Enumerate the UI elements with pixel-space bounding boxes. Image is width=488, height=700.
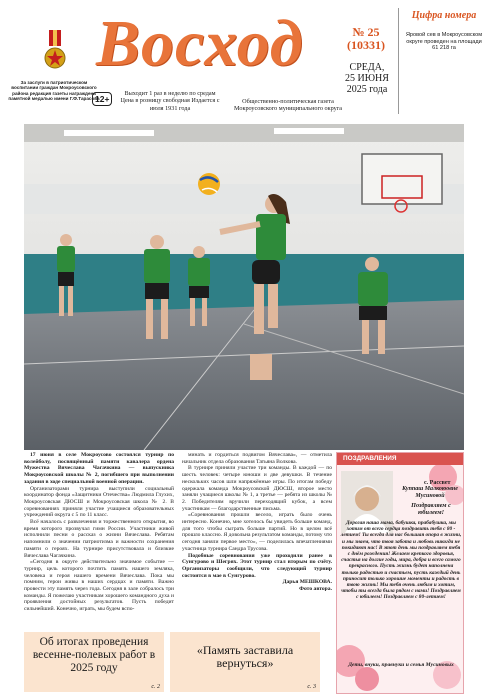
article-paragraph: «Соревнования прошли весело, играть было очень интересно. Конечно, мне хотелось бы увидеть больше команд, для того чтобы сыграть больше партий. Но в целом всё прошло классно. Я довольна результатом команды, потому что сегодня заняли первое место», — поделилась впечатлениями участница турнира Сандра Трусова. bbox=[182, 512, 332, 552]
article-column-2 bbox=[182, 452, 332, 630]
photo-credit: Фото автора. bbox=[299, 586, 332, 593]
article-column-1 bbox=[24, 452, 174, 630]
newspaper-logo: Восход bbox=[96, 7, 304, 80]
teaser-title: Об итогах проведения весенне-полевых работ в 2025 году bbox=[32, 636, 156, 674]
weekday: СРЕДА, bbox=[349, 62, 385, 73]
teaser-page-3[interactable] bbox=[170, 632, 320, 692]
divider bbox=[398, 8, 399, 114]
teaser-title: «Память заставила вернуться» bbox=[196, 643, 294, 670]
article-paragraph: В турнире приняли участие три команды. В каждой — по шесть человек: четыре юноши и две девушки. В течение нескольких часов шли напряжённые игры. По итогам победу одержала команда Мокроусовской ДЮСШ, второе место заняли учащиеся школы № 1, а третье — ребята из школы № 2. Победителям вручили переходящий кубок, а всем участникам — благодарственные письма. bbox=[182, 465, 332, 512]
congrats-recipient: Куппаш Малкоюовне Мусиновой bbox=[402, 486, 458, 499]
teaser-page-2[interactable] bbox=[24, 632, 164, 692]
masthead bbox=[0, 0, 488, 124]
congrats-jubilee: Поздравляем с юбилеем! bbox=[411, 502, 451, 517]
congratulations-title: ПОЗДРАВЛЕНИЯ bbox=[337, 453, 464, 465]
article-paragraph: «Сегодня в округе действительно значимое событие — турнир, цель которого почтить память нашего земляка, человека и героя нашего времени Вячеслава. Пока мы помним, герои живы в наших сердцах и памяти. Важно провести эту память через года. Сегодня в зале собралось три команды. Я пожелаю участникам хорошего командного духа и проявления достойных результатов. Пусть победит сильнейший. Конечно, играть, мы будем вспо- bbox=[24, 559, 174, 613]
issue-number bbox=[340, 26, 392, 52]
issue-label: № 25 bbox=[352, 25, 380, 39]
article-lead: 17 июня в селе Мокроусово состоялся турнир по волейболу, посвящённый памяти кавалера ордена Мужества Вячеслава Чагачкина — выпускника Мокроусовской школы № 2, погибшего при выполнении задания в ходе специальной военной операции. bbox=[24, 452, 174, 485]
figure-of-issue-text: Яровой сев в Мокроусовском округе проведен на площади 61 218 га bbox=[405, 32, 483, 52]
medal-icon bbox=[44, 30, 66, 74]
publication-info: Выходит 1 раз в неделю по средам Цена в розницу свободная Издается с июля 1931 года bbox=[120, 90, 220, 112]
age-rating-badge: 12+ bbox=[92, 92, 112, 106]
volleyball-photo bbox=[24, 124, 464, 450]
gazette-info: Общественно-политическая газета Мокроусовского муниципального округа bbox=[234, 98, 342, 113]
article bbox=[24, 452, 332, 630]
congrats-place: с. Рассвет bbox=[424, 480, 451, 486]
teaser-page-number: с. 2 bbox=[151, 684, 160, 690]
date-day: 25 ИЮНЯ bbox=[345, 73, 389, 84]
date-year: 2025 года bbox=[346, 84, 388, 95]
congrats-text: Дорогая наша мама, бабушка, прабабушка, мы хотим от всего сердца поздравить тебя с 80 - летием! Ты всегда для нас большая опора в жизни, и мы знаем, что твоя забота и любовь никогда не покидают нас! В этот день мы поздравляем тебя с днём рождения! Желаем крепкого здоровья, счастья на долгие годы, мира, добра и всего самого прекрасного. Пусть жизнь будет наполнена только радостью и счастьем, пусть каждый день приносит только хорошие моменты и радость в твою жизнь! Мы тебя очень любим и хотим, чтобы ты всегда была рядом с нами! Поздравляем с юбилеем! Поздравляем с 80-летием! bbox=[340, 520, 462, 601]
figure-of-issue-title: Цифра номера bbox=[411, 10, 477, 21]
merit-note: За заслуги в патриотическом воспитании граждан Мокроусовского района редакция газеты награждена памятной медалью имени Г.Ф.Тарасова bbox=[8, 80, 100, 102]
article-paragraph: Подобные соревнования уже проходили ранее в Сунгурово и Шегрях. Этот турнир стал вторым по счёту. Организаторы сообщили, что следующий турнир состоится в мае в Сунгурово. bbox=[182, 552, 332, 579]
article-paragraph: минать и гордиться подвигом Вячеслава», — отметила начальник отдела образования Татьяна Волкова. bbox=[182, 452, 332, 465]
congrats-signature: Дети, внуки, правнуки и семья Мусиновых bbox=[348, 662, 454, 668]
article-paragraph: Всё началось с развлечения и торжественного открытия, во время которого прозвучал гимн России. Участники живой исполнили песни о рассказ о жизни Вячеслава. Ребятам напомнили о значении патриотизма и важности сохранения памяти о героях. На турнире присутствовала и близкие Вячеслава Чагачкина. bbox=[24, 519, 174, 559]
article-paragraph: Организаторами турнира выступили социальный координатор фонда «Защитники Отечества» Людмила Глухих, Мокроусовская ДЮСШ и Мокроусовская школа № 2. В соревнованиях приняли участие учащиеся образовательных учреждений округа с 5 по 11 класс. bbox=[24, 485, 174, 519]
gym-scene-image bbox=[24, 124, 464, 450]
teaser-page-number: с. 3 bbox=[307, 684, 316, 690]
issue-date bbox=[338, 62, 396, 95]
article-author: Дарья МЕШКОВА. bbox=[282, 579, 332, 586]
issue-total: (10331) bbox=[347, 38, 385, 52]
